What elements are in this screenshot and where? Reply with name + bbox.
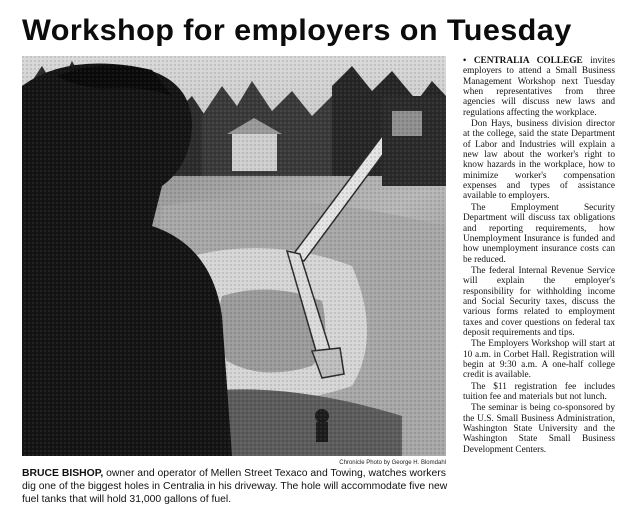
article-paragraph: The Employment Security Department will discuss tax obligations and reporting requirements, how Unemployment Insurance is funded and how unemployment insurance costs can be reduced. [463,202,615,265]
article-column [463,56,615,512]
article-paragraph [463,56,615,118]
caption-text: owner and operator of Mellen Street Texaco and Towing, watches workers dig one of the biggest holes in Centralia in his driveway. The hole will accommodate five new fuel tanks that will hold 31,000 gallons of fuel. [22,468,448,505]
bullet-icon: • [463,56,467,66]
article-paragraph-text: invites employers to attend a Small Business Management Workshop next Tuesday when representatives from three agencies will discuss new laws and regulations affecting the workplace. [463,56,615,118]
photo-image [22,56,446,456]
caption-lead: BRUCE BISHOP, [22,468,104,479]
article-paragraph: The seminar is being co-sponsored by the U.S. Small Business Administration, Washington State University and the Washington State Small Business Development Centers. [463,403,615,455]
photo-credit: Chronicle Photo by George H. Blomdahl [339,460,446,466]
article-paragraph: The $11 registration fee includes tuition fee and materials but not lunch. [463,381,615,402]
news-photo [22,56,446,456]
article-paragraph: The federal Internal Revenue Service will explain the employer's responsibility for withholding income and Social Security taxes, discuss the various forms related to employment taxes and cover questions on federal tax deposit requirements and tips. [463,265,615,338]
photo-caption [22,467,454,506]
headline: Workshop for employers on Tuesday [22,14,572,47]
article-paragraph: The Employers Workshop will start at 10 a.m. in Corbet Hall. Registration will begin at 9:30 a.m. A one-half college credit is available. [463,339,615,381]
article-lead-caps: CENTRALIA COLLEGE [473,56,583,66]
article-paragraph: Don Hays, business division director at the college, said the state Department of Labor and Industries will explain a new law about the worker's right to know hazards in the workplace, how to minimize worker's compensation expenses and types of assistance available to employers. [463,119,615,202]
